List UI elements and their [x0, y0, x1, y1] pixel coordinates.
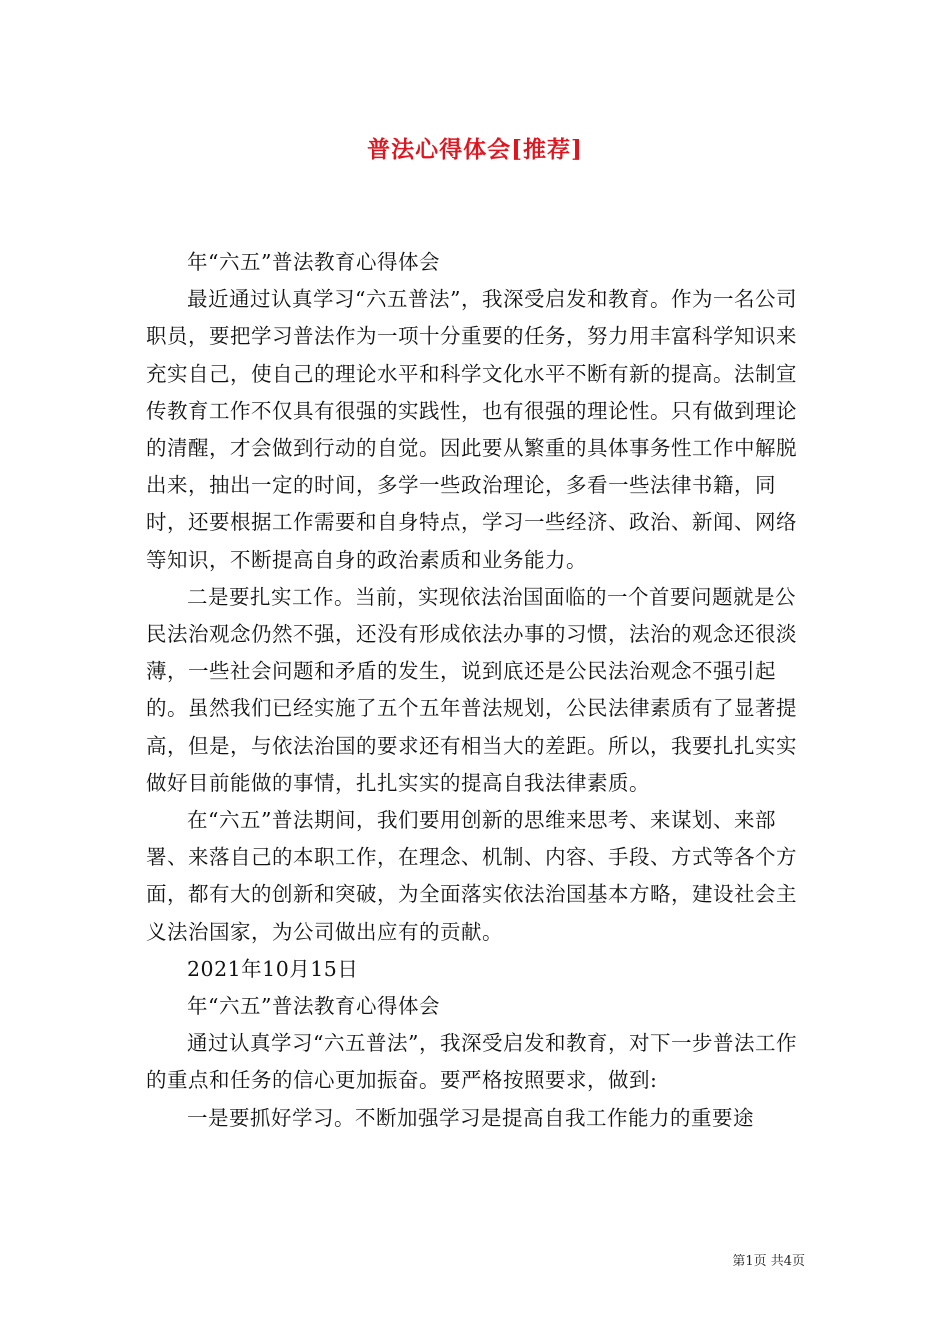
section-heading: 年“六五”普法教育心得体会 — [187, 994, 440, 1019]
document-title: 普法心得体会[推荐] — [367, 136, 583, 163]
paragraph: 二是要扎实工作。当前，实现依法治国面临的一个首要问题就是公民法治观念仍然不强，还没有形成依法办事的习惯，法治的观念还很淡薄，一些社会问题和矛盾的发生，说到底还是公民法治观念不强引起的。虽然我们已经实施了五个五年普法规划，公民法律素质有了显著提高，但是，与依法治国的要求还有相当大的差距。所以，我要扎扎实实做好目前能做的事情，扎扎实实的提高自我法律素质。 — [146, 584, 797, 795]
paragraph: 一是要抓好学习。不断加强学习是提高自我工作能力的重要途 — [187, 1105, 754, 1130]
paragraph: 最近通过认真学习“六五普法”，我深受启发和教育。作为一名公司职员，要把学习普法作为一项十分重要的任务，努力用丰富科学知识来充实自己，使自己的理论水平和科学文化水平不断有新的提高。法制宣传教育工作不仅具有很强的实践性，也有很强的理论性。只有做到理论的清醒，才会做到行动的自觉。因此要从繁重的具体事务性工作中解脱出来，抽出一定的时间，多学一些政治理论，多看一些法律书籍，同时，还要根据工作需要和自身特点，学习一些经济、政治、新闻、网络等知识，不断提高自身的政治素质和业务能力。 — [146, 287, 797, 572]
paragraph: 通过认真学习“六五普法”，我深受启发和教育，对下一步普法工作的重点和任务的信心更加振奋。要严格按照要求，做到: — [146, 1031, 797, 1093]
section-heading: 年“六五”普法教育心得体会 — [187, 250, 440, 274]
document-body — [146, 244, 811, 1137]
date-line: 2021年10月15日 — [187, 956, 359, 981]
paragraph: 在“六五”普法期间，我们要用创新的思维来思考、来谋划、来部署、来落自己的本职工作，在理念、机制、内容、手段、方式等各个方面，都有大的创新和突破，为全面落实依法治国基本方略，建设社会主义法治国家，为公司做出应有的贡献。 — [146, 808, 797, 944]
page-footer: 第1页 共4页 — [732, 1254, 805, 1269]
